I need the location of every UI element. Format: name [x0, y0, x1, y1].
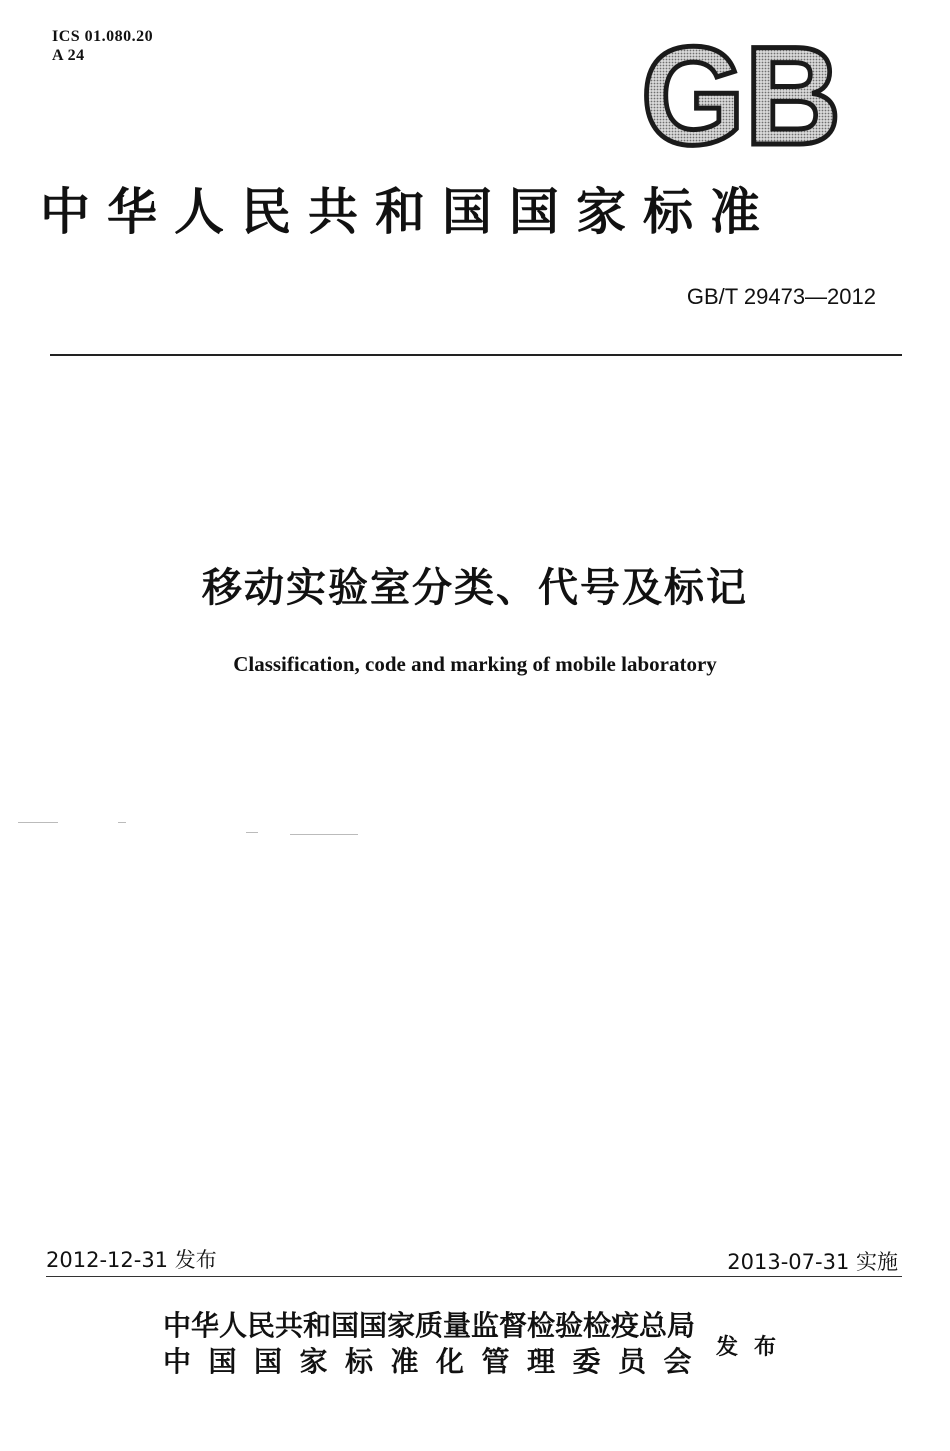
scan-artifact — [246, 832, 258, 833]
scan-artifact — [18, 822, 58, 823]
gb-logo — [638, 40, 844, 154]
classification-codes — [52, 27, 153, 65]
document-title-en: Classification, code and marking of mobile laboratory — [233, 652, 717, 676]
issuer-sac: 中国国家标准化管理委员会 — [163, 1345, 710, 1378]
issue-date: 2012-12-31 发布 — [46, 1248, 217, 1272]
scan-artifact — [290, 834, 358, 835]
issuing-authorities — [163, 1308, 709, 1380]
standard-number: GB/T 29473—2012 — [686, 284, 876, 309]
standard-category-title: 中华人民共和国国家标准 — [40, 182, 777, 241]
footer-divider — [46, 1276, 902, 1277]
issuer-aqsiq: 中华人民共和国国家质量监督检验检疫总局 — [163, 1309, 696, 1342]
effective-date: 2013-07-31 实施 — [727, 1250, 898, 1274]
scan-artifact — [118, 822, 126, 823]
document-title-cn: 移动实验室分类、代号及标记 — [202, 565, 748, 611]
gb-logo-text: GB — [641, 40, 841, 150]
issued-label: 发布 — [716, 1334, 793, 1360]
header-divider — [50, 354, 902, 356]
ics-code: ICS 01.080.20 — [52, 28, 154, 45]
ccs-code: A 24 — [52, 47, 85, 64]
